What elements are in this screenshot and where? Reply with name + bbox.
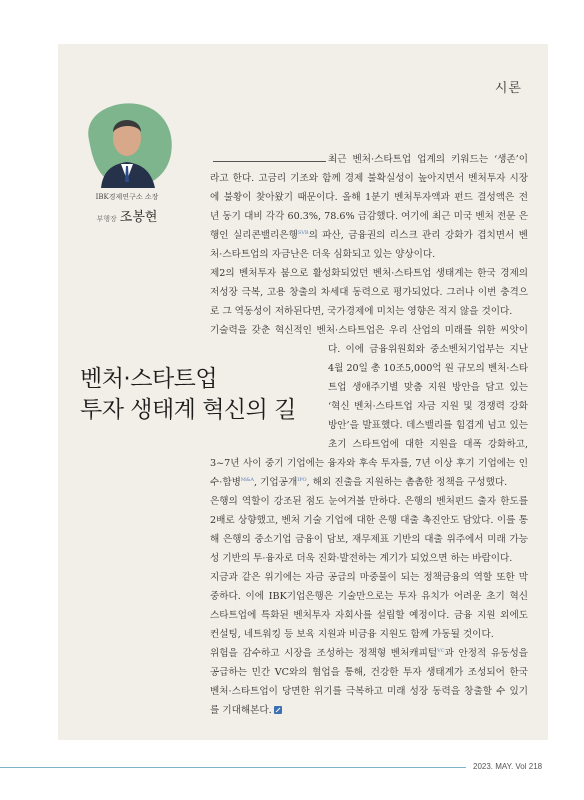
body-line: 로 그 역동성이 저하된다면, 국가경제에 미치는 영향은 적지 않을 것이다. — [210, 306, 513, 317]
body-line: 공급하는 민간 VC와의 협업을 통해, 건강한 투자 생태계가 조성되어 한국 — [210, 667, 528, 678]
superscript-note: VC — [437, 647, 445, 654]
superscript-note: M&A — [240, 476, 255, 483]
body-line: 행인 실리콘밸리은행$^{SVB}$의 파산, 금융권의 리스크 관리 강화가 겹치면서 벤 — [210, 229, 528, 241]
section-label: 시론 — [494, 80, 522, 95]
body-line: 최근 벤처·스타트업 업계의 키워드는 ‘생존’이 — [328, 154, 528, 165]
body-line: 제2의 벤처투자 붐으로 활성화되었던 벤처·스타트업 생태계는 한국 경제의 — [210, 268, 528, 279]
body-line: 스타트업에 특화된 벤처투자 자회사를 설립할 예정이다. 금융 지원 외에도 — [210, 610, 528, 621]
body-line: 위험을 감수하고 시장을 조성하는 정책형 벤처캐피털$^{VC}$과 안정적 유동성을 — [210, 647, 528, 659]
body-line: 4월 20일 총 10조5,000억 원 규모의 벤처·스타 — [328, 363, 528, 374]
author-block — [64, 192, 190, 225]
body-line: 다. 이에 금융위원회와 중소벤처기업부는 지난 — [328, 344, 528, 355]
author-org: IBK경제연구소 소장 — [95, 193, 159, 201]
body-line: 에 불황이 찾아왔기 때문이다. 올해 1분기 벤처투자액과 펀드 결성액은 전 — [210, 192, 528, 203]
author-position: 부행장 — [96, 215, 117, 223]
body-line: 3~7년 사이 중기 기업에는 융자와 후속 투자를, 7년 이상 후기 기업에는 인 — [210, 458, 528, 469]
body-line: 중하다. 이에 IBK기업은행은 기술만으로는 투자 유치가 어려운 초기 혁신 — [210, 591, 528, 602]
issue-label: 2023. MAY. Vol 218 — [473, 762, 543, 771]
author-photo — [79, 100, 175, 188]
superscript-note: SVB — [297, 229, 309, 236]
body-line: 은행의 역할이 강조된 점도 눈여겨볼 만하다. 은행의 벤처펀드 출자 한도를 — [210, 496, 528, 507]
body-line: 를 기대해본다. — [210, 701, 528, 720]
body-line: 라고 한다. 고금리 기조와 함께 경제 불확실성이 높아지면서 벤처투자 시장 — [210, 173, 528, 184]
article-panel — [58, 44, 548, 740]
body-line: 방안’을 발표했다. 데스밸리를 힘겹게 넘고 있는 — [328, 420, 528, 431]
title-line-1: 벤처·스타트업 — [80, 366, 218, 392]
body-line: 초기 스타트업에 대한 지원을 대폭 강화하고, — [328, 439, 528, 450]
body-line: 저성장 극복, 고용 창출의 차세대 동력으로 평가되었다. 그러나 이번 충격으 — [210, 287, 528, 298]
body-line: 컨설팅, 네트워킹 등 보육 지원과 비금융 지원도 함께 가동될 것이다. — [210, 629, 494, 640]
title-line-2: 투자 생태계 혁신의 길 — [80, 397, 296, 423]
body-line: 지금과 같은 위기에는 자금 공급의 마중물이 되는 정책금융의 역할 또한 막 — [210, 572, 528, 583]
body-line: 2배로 상향했고, 벤처 기술 기업에 대한 은행 대출 촉진안도 담았다. 이를 통 — [210, 515, 528, 526]
body-line: 처·스타트업의 자금난은 더욱 심화되고 있는 양상이다. — [210, 249, 436, 260]
lead-rule — [213, 161, 326, 162]
body-line: 기술력을 갖춘 혁신적인 벤처·스타트업은 우리 산업의 미래를 위한 씨앗이 — [210, 325, 528, 336]
body-line: 벤처·스타트업이 당면한 위기를 극복하고 미래 성장 동력을 창출할 수 있기 — [210, 686, 528, 697]
author-name: 조봉현 — [119, 210, 158, 225]
body-line: 년 동기 대비 각각 60.3%, 78.6% 급감했다. 여기에 최근 미국 벤처 전문 은 — [210, 211, 528, 222]
body-line: 해 은행의 중소기업 금융이 담보, 재무제표 기반의 대출 위주에서 미래 가능 — [210, 534, 528, 545]
article-title — [80, 364, 296, 426]
end-mark-icon — [274, 706, 282, 714]
body-line: 성 기반의 투·융자로 더욱 진화·발전하는 계기가 되었으면 하는 바람이다. — [210, 553, 513, 564]
body-line: 트업 생애주기별 맞춤 지원 방안을 담고 있는 — [328, 382, 528, 393]
body-line: ‘혁신 벤처·스타트업 자금 지원 및 경쟁력 강화 — [328, 401, 528, 412]
footer-rule — [0, 767, 466, 768]
body-line: 수·합병$^{M\&A}$, 기업공개$^{IPO}$, 해외 진출을 지원하는 촘촘한 정책을 구성했다. — [210, 476, 508, 488]
superscript-note: IPO — [297, 476, 307, 483]
